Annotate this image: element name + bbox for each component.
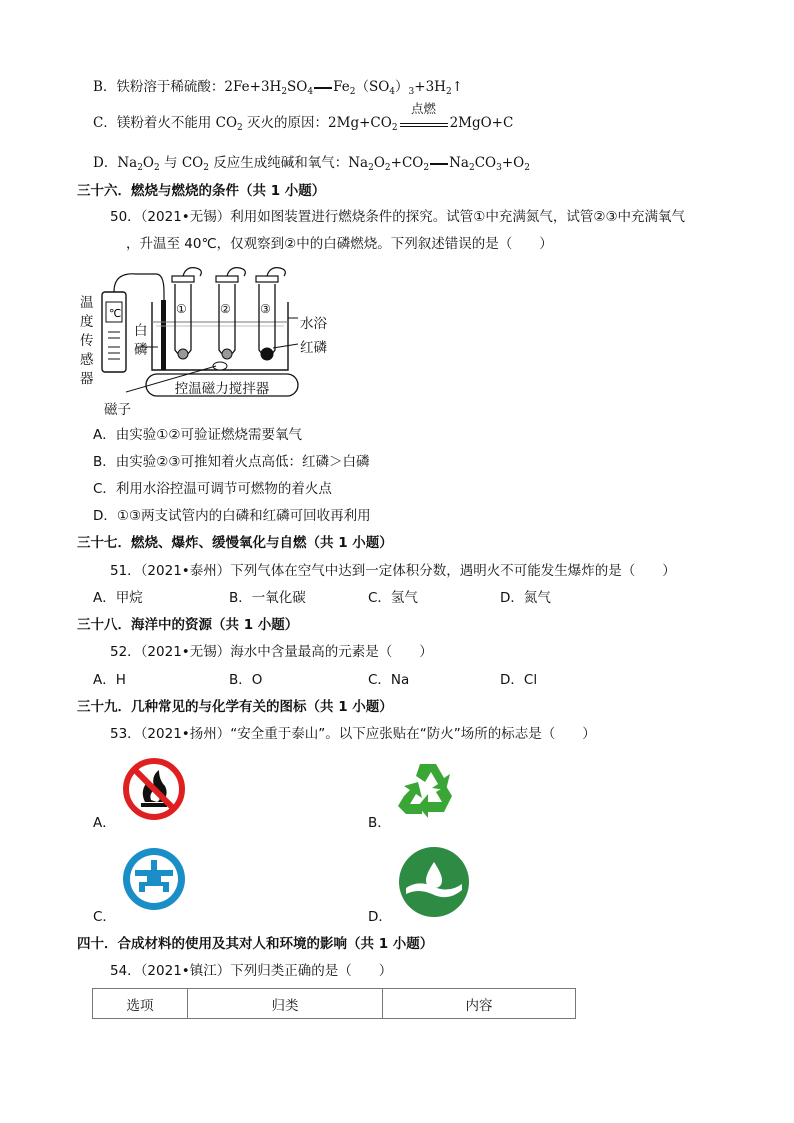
- combustion-apparatus-figure: [76, 262, 336, 422]
- question-51-stem: 51．（2021•泰州）下列气体在空气中达到一定体积分数，遇明火不可能发生爆炸的是（ ）: [110, 563, 676, 579]
- q53-option-b: B．: [368, 815, 391, 831]
- temperature-sensor-label: 温 度 传 感 器: [80, 295, 94, 387]
- option-b-formula: B．铁粉溶于稀硫酸：$2Fe+3H_2SO_4$ $Fe_2(SO_4)_3+3H_2↑$: [93, 79, 463, 97]
- table-header-row: [93, 989, 576, 1019]
- tube-2-label: ②: [220, 302, 231, 316]
- section-heading-37: 三十七．燃烧、爆炸、缓慢氧化与自燃（共 1 小题）: [77, 535, 393, 551]
- q51-option-d: D．氮气: [500, 590, 551, 606]
- table-header-category: 归类: [188, 989, 383, 1019]
- recycle-sign-icon: [394, 758, 462, 826]
- option-c-formula: C．镁粉着火不能用 $CO_2$ 灭火的原因：$2Mg+CO_2$ 点燃 2MgO+C: [93, 101, 514, 133]
- water-saving-sign-icon: [121, 846, 187, 916]
- question-50-line2: ，升温至 40℃，仅观察到②中的白磷燃烧。下列叙述错误的是（ ）: [126, 236, 553, 252]
- section-heading-39: 三十九．几种常见的与化学有关的图标（共 1 小题）: [77, 699, 393, 715]
- q51-option-b: B．一氧化碳: [229, 590, 306, 606]
- q52-option-a: A．H: [93, 672, 126, 688]
- no-fire-sign-icon: [121, 756, 187, 826]
- q52-option-c: C．Na: [368, 672, 410, 688]
- option-d-formula: D．$Na_2O_2$ 与 $CO_2$ 反应生成纯碱和氧气：$Na_2O_2+CO_2$ $Na_2CO_3+O_2$: [93, 155, 530, 173]
- red-phosphorus-label: 红磷: [300, 340, 327, 356]
- q52-option-b: B．O: [229, 672, 263, 688]
- q50-option-d: D．①③两支试管内的白磷和红磷可回收再利用: [93, 508, 371, 524]
- tube-1-label: ①: [176, 302, 187, 316]
- q53-option-d: D．: [368, 909, 392, 925]
- section-heading-40: 四十．合成材料的使用及其对人和环境的影响（共 1 小题）: [77, 936, 434, 952]
- svg-text:℃: ℃: [109, 307, 122, 320]
- section-heading-38: 三十八．海洋中的资源（共 1 小题）: [77, 617, 299, 633]
- classification-table: [92, 988, 576, 1019]
- q50-option-b: B．由实验②③可推知着火点高低：红磷＞白磷: [93, 454, 370, 470]
- magnet-label: 磁子: [104, 402, 131, 418]
- q52-option-d: D．Cl: [500, 672, 538, 688]
- tube-3-label: ③: [260, 302, 271, 316]
- equals-bar: [314, 87, 332, 89]
- question-50-line1: 50．（2021•无锡）利用如图装置进行燃烧条件的探究。试管①中充满氮气，试管②③中充满氧气: [110, 209, 686, 225]
- q51-option-a: A．甲烷: [93, 590, 143, 606]
- question-52-stem: 52．（2021•无锡）海水中含量最高的元素是（ ）: [110, 644, 433, 660]
- table-header-content: 内容: [383, 989, 576, 1019]
- q51-option-c: C．氢气: [368, 590, 418, 606]
- q53-option-a: A．: [93, 815, 116, 831]
- reaction-arrow: 点燃: [400, 114, 448, 127]
- q53-option-c: C．: [93, 909, 116, 925]
- equals-bar: [430, 163, 448, 165]
- q50-option-c: C．利用水浴控温可调节可燃物的着火点: [93, 481, 332, 497]
- water-bath-label: 水浴: [300, 316, 327, 332]
- water-drop-sign-icon: [398, 846, 470, 922]
- question-53-stem: 53．（2021•扬州）“安全重于泰山”。以下应张贴在“防火”场所的标志是（ ）: [110, 726, 596, 742]
- stirrer-label: 控温磁力搅拌器: [174, 381, 270, 397]
- white-phosphorus-label: 白 磷: [134, 323, 148, 358]
- question-54-stem: 54．（2021•镇江）下列归类正确的是（ ）: [110, 963, 393, 979]
- table-header-option: 选项: [93, 989, 188, 1019]
- section-heading-36: 三十六．燃烧与燃烧的条件（共 1 小题）: [77, 183, 326, 199]
- q50-option-a: A．由实验①②可验证燃烧需要氧气: [93, 427, 302, 443]
